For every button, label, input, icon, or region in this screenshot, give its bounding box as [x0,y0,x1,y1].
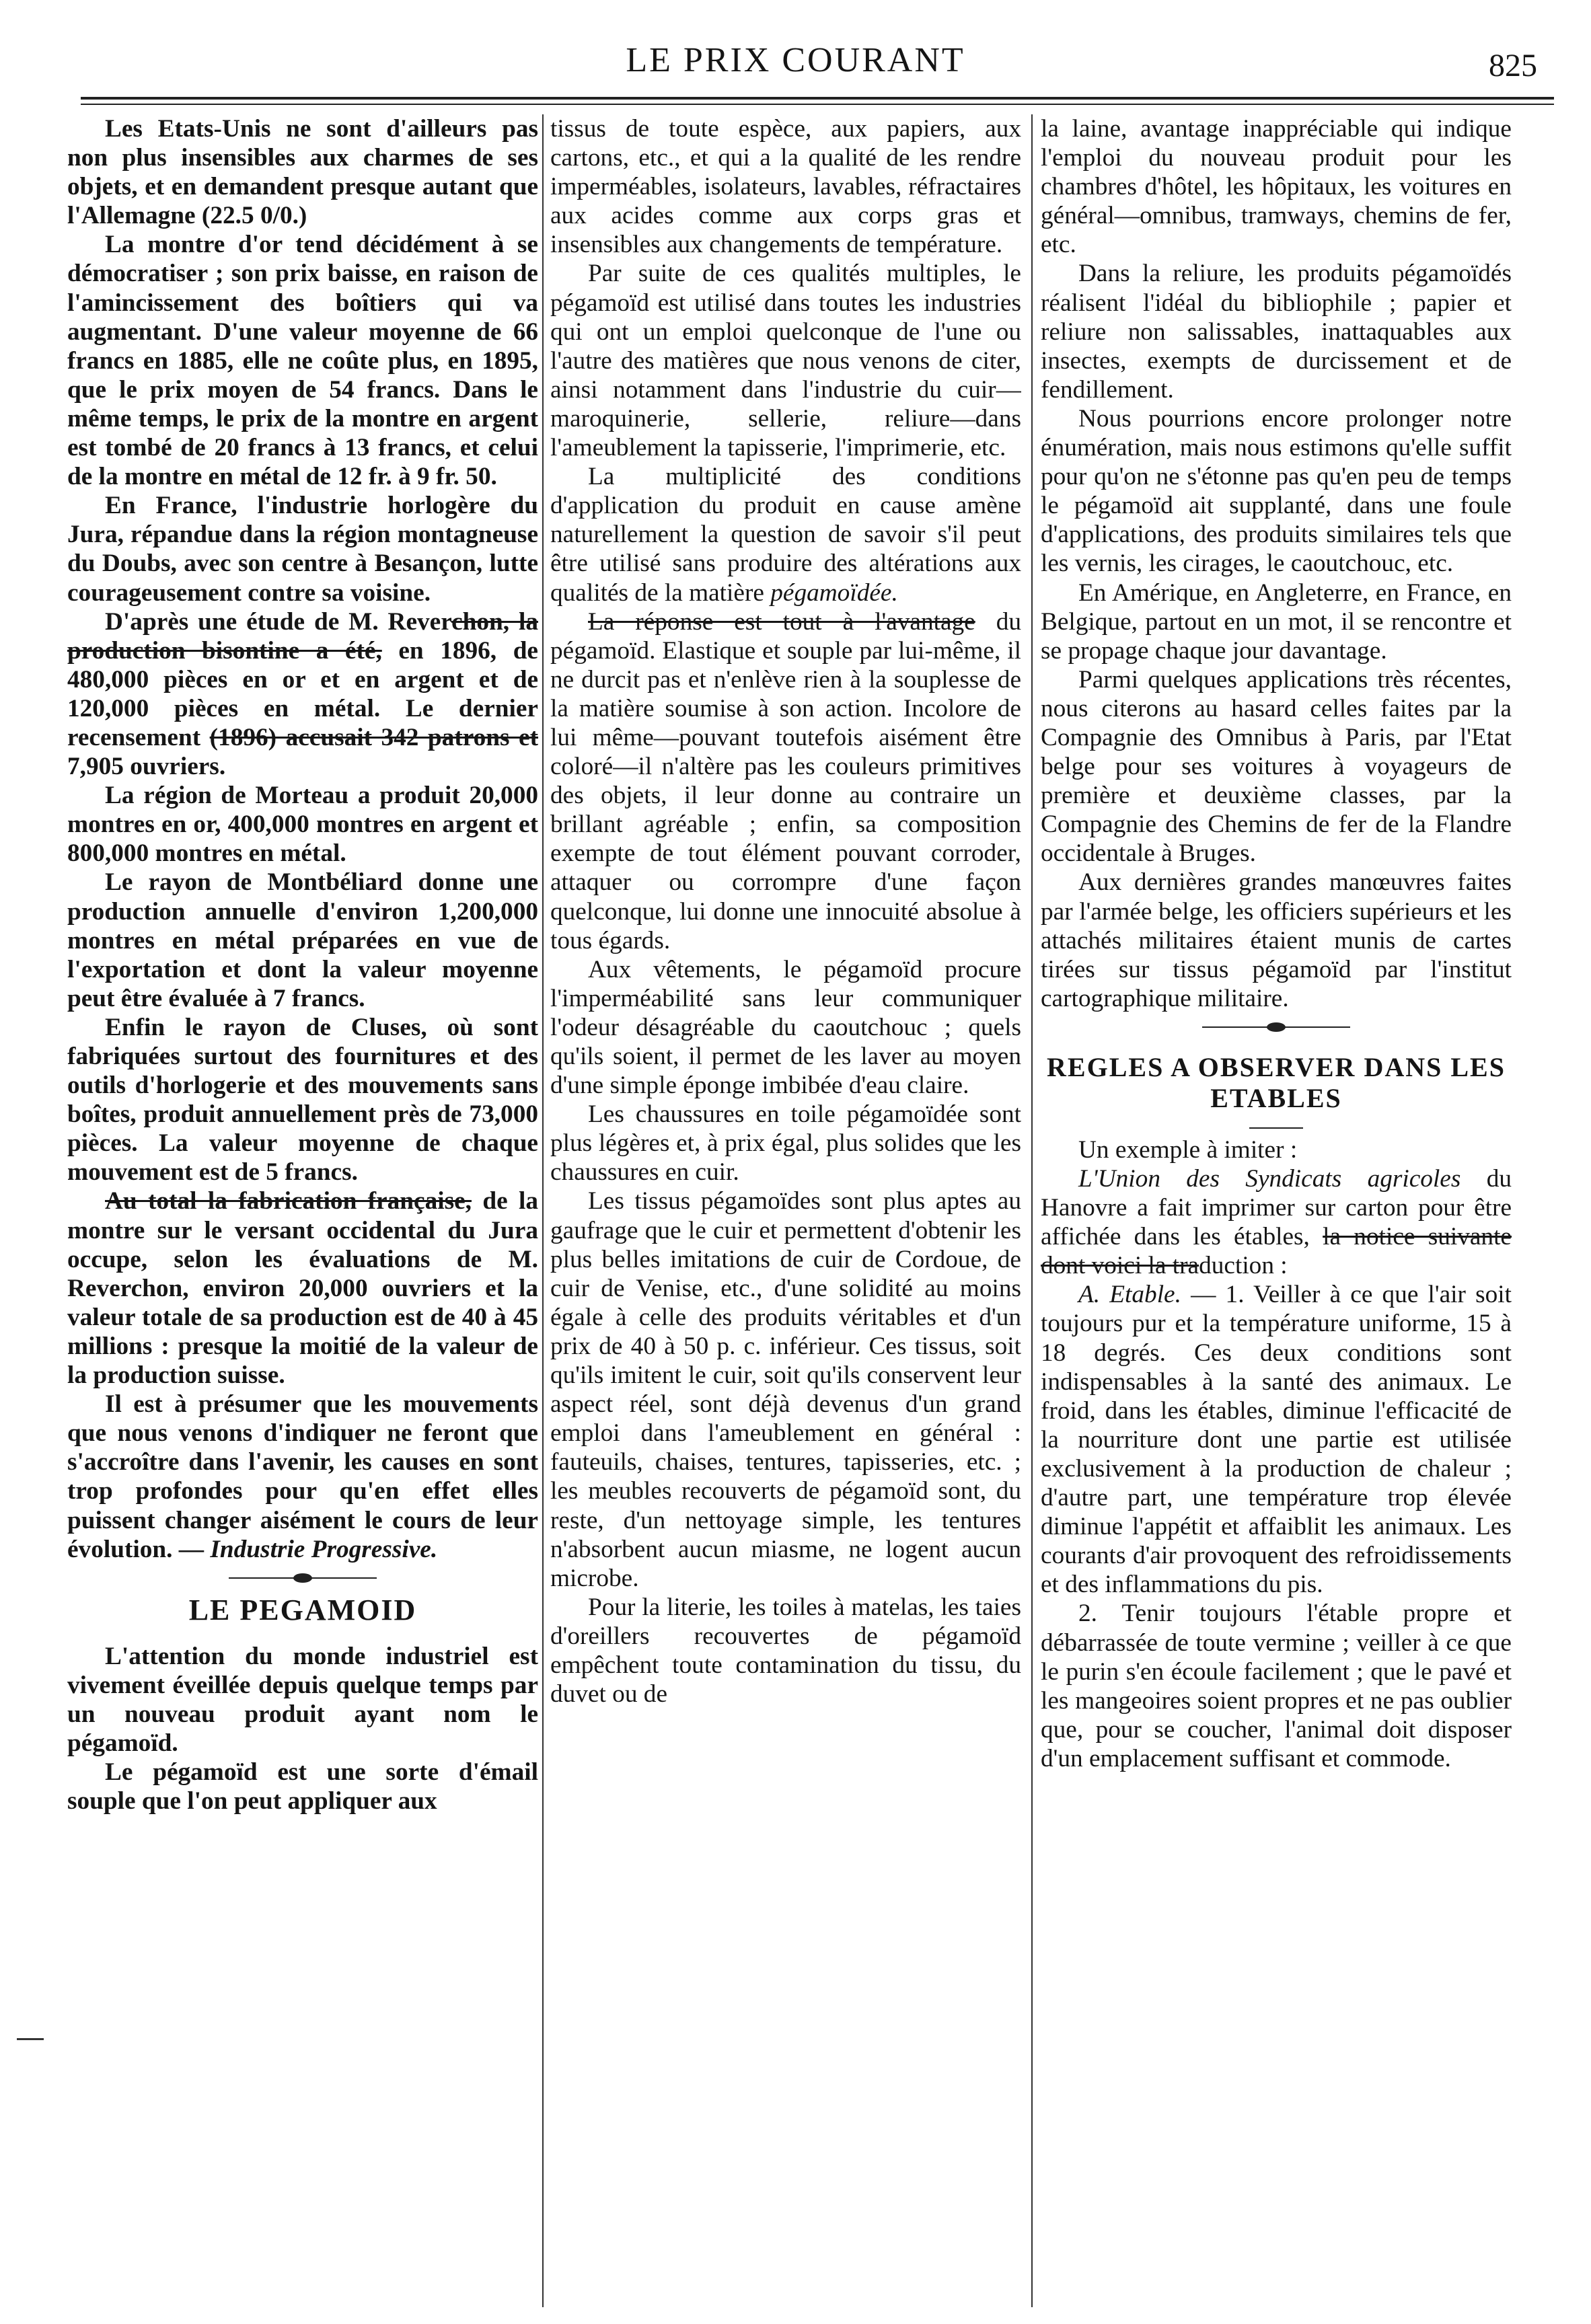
title-underline [1249,1127,1303,1129]
column-divider [1031,114,1033,2307]
struck-text: la notice suivante dont voici la tra [1041,1223,1512,1280]
text-run: en 1896, de 480,000 pièces en or et en argent et de 120,000 pièces en métal. Le dernier recensement [67,636,538,751]
header-rule [81,97,1554,100]
paragraph: Un exemple à imiter : [1078,1135,1298,1164]
paragraph: Pour la literie, les toiles à matelas, les taies d'oreillers recouvertes de pégamoïd empêchent toute contamination du tissu, du duvet ou de [550,1593,1021,1709]
paragraph: Les chaussures en toile pégamoïdée sont plus légères et, à prix égal, plus solides que les chaussures en cuir. [550,1100,1021,1187]
italic-term: pégamoïdée. [770,578,898,607]
paragraph: Enfin le rayon de Cluses, où sont fabriquées surtout des fournitures et des outils d'horlogerie et des mouvements sans boîtes, produit annuellement près de 73,000 pièces. La valeur moyenne de chaque mouvement est de 5 francs. [67,1013,538,1187]
paragraph [550,462,1021,607]
text-run: Il est à présumer que les mouvements que nous venons d'indiquer ne feront que s'accroître dans l'avenir, les causes en sont trop profondes pour qu'en effet elles puissent changer aisément le cours de leur évolution. — [67,1390,538,1563]
margin-mark [17,2038,44,2040]
text-run: duction : [1199,1252,1288,1280]
text-run: — 1. Veiller à ce que l'air soit toujours pur et la température uniforme, 15 à 18 degrés. Ces deux conditions sont indispensables à la santé des animaux. Le froid, dans les étables, diminue l'efficacité de la nourriture dont une partie est utilisée exclusivement à la production de chaleur ; d'autre part, une température trop élevée diminue l'appétit et affaiblit les animaux. Les courants d'air provoquent des refroidissements et des inflammations du pis. [1041,1281,1512,1599]
paragraph [67,607,538,782]
paragraph: tissus de toute espèce, aux papiers, aux cartons, etc., et qui a la qualité de les rendre imperméables, isolateurs, lavables, réfractaires aux acides comme aux corps gras et insensibles aux changements de température. [550,115,1021,259]
text-run: de la montre sur le versant occidental du Jura occupe, selon les évaluations de M. Reverchon, environ 20,000 ouvriers et la valeur totale de sa production est de 40 à 45 millions : presque la moitié de la valeur de la production suisse. [67,1187,538,1390]
paragraph: Nous pourrions encore prolonger notre énumération, mais nous estimons qu'elle suffit pour qu'on ne s'étonne pas qu'en peu de temps le pégamoïd ait supplanté, dans une foule d'applications, des produits similaires tels que les vernis, les cirages, le caoutchouc, etc. [1041,404,1512,578]
text-run: La multiplicité des conditions d'application du produit en cause amène naturellement la question de savoir s'il peut être utilisé sans produire des altérations aux qualités de la matière [550,463,1021,607]
paragraph [67,1390,538,1564]
paragraph: 2. Tenir toujours l'étable propre et débarrassée de toute vermine ; veiller à ce que le purin s'en écoule facilement ; que le pavé et les mangeoires soient propres et ne pas oublier que, pour se coucher, l'animal doit disposer d'un emplacement suffisant et commode. [1041,1600,1512,1772]
text-run: 7,905 ouvriers. [67,753,226,781]
italic-term: A. Etable. [1078,1281,1181,1309]
section-title-pegamoid: LE PEGAMOID [188,1593,417,1626]
section-separator [229,1573,377,1583]
paragraph: Le pégamoïd est une sorte d'émail souple que l'on peut appliquer aux [67,1758,538,1815]
paragraph: Les tissus pégamoïdes sont plus aptes au gaufrage que le cuir et permettent d'obtenir les plus belles imitations de cuir de Cordoue, de cuir de Venise, etc., d'une solidité au moins égale à celle des produits véritables et d'un prix de 40 à 50 p. c. inférieur. Ces tissus, soit qu'ils imitent le cuir, soit qu'ils conservent leur aspect réel, sont déjà devenus d'un grand emploi dans l'ameublement en général : fauteuils, chaises, tentures, tapisseries, etc. ; les meubles recouverts de pégamoïd sont, du reste, d'un nettoyage simple, les tentures n'absorbent aucun miasme, ne logent aucun microbe. [550,1187,1021,1592]
header-rule-thin [81,104,1554,105]
paragraph: Aux dernières grandes manœuvres faites par l'armée belge, les officiers supérieurs et les attachés militaires étaient munis de cartes tirées sur tissus pégamoïd par l'institut cartographique militaire. [1041,868,1512,1012]
struck-text: Au total la fabrication française, [105,1187,472,1215]
paragraph: la laine, avantage inappréciable qui indique l'emploi du nouveau produit pour les chambres d'hôtel, les hôpitaux, les voitures en général—omnibus, tramways, chemins de fer, etc. [1041,115,1512,259]
paragraph: L'attention du monde industriel est vivement éveillée depuis quelque temps par un nouveau produit ayant nom le pégamoïd. [67,1642,538,1757]
paragraph: Par suite de ces qualités multiples, le pégamoïd est utilisé dans toutes les industries qui ont un emploi quelconque de l'une ou l'autre des matières que nous venons de citer, ainsi notamment dans l'industrie du cuir—maroquinerie, sellerie, reliure—dans l'ameublement la tapisserie, l'imprimerie, etc. [550,260,1021,462]
paragraph: Parmi quelques applications très récentes, nous citerons au hasard celles faites par la Compagnie des Omnibus à Paris, par l'Etat belge pour ses voitures à voyageurs de première et deuxième classes, par la Compagnie des Chemins de fer de la Flandre occidentale à Bruges. [1041,665,1512,868]
section-title-regles: REGLES A OBSERVER DANS LES ETABLES [1047,1051,1506,1113]
paragraph: En Amérique, en Angleterre, en France, en Belgique, partout en un mot, il se rencontre et se propage chaque jour davantage. [1041,578,1512,665]
struck-text: chon, la production bisontine a été, [67,607,538,665]
paragraph [1041,1280,1512,1599]
article-column-3 [1041,114,1512,2307]
page-header-title: LE PRIX COURANT [626,41,965,79]
paragraph: Aux vêtements, le pégamoïd procure l'imperméabilité sans leur communiquer l'odeur désagréable du caoutchouc ; quels qu'ils soient, il permet de les laver au moyen d'une simple éponge imbibée d'eau claire. [550,955,1021,1100]
page-number: 825 [1489,48,1537,83]
paragraph: Dans la reliure, les produits pégamoïdés réalisent l'idéal du bibliophile ; papier et reliure non salissables, inattaquables aux insectes, exempts de durcissement et de fendillement. [1041,260,1512,404]
text-run: du pégamoïd. Elastique et souple par lui-même, il ne durcit pas et n'enlève rien à la souplesse de la matière soumise à son action. Incolore de lui même—pouvant toutefois aisément être coloré—il n'altère pas les couleurs primitives des objets, il leur donne au contraire un brillant agréable ; enfin, sa composition exempte de tout élément pouvant corroder, attaquer ou corrompre d'une façon quelconque, lui donne une innocuité absolue à tous égards. [550,607,1021,954]
paragraph: Le rayon de Montbéliard donne une production annuelle d'environ 1,200,000 montres en métal préparées en vue de l'exportation et dont la valeur moyenne peut être évaluée à 7 francs. [67,868,538,1012]
paragraph: La région de Morteau a produit 20,000 montres en or, 400,000 montres en argent et 800,000 montres en métal. [67,782,538,868]
text-run: D'après une étude de M. Rever [105,607,452,636]
struck-text: La réponse est tout à l'avantage [588,607,975,636]
struck-text: (1896) accusait 342 patrons et [209,723,538,751]
italic-term: L'Union des Syndicats agricoles [1078,1165,1461,1193]
paragraph: Les Etats-Unis ne sont d'ailleurs pas non plus insensibles aux charmes de ses objets, et en demandent presque autant que l'Allemagne (22.5 0/0.) [67,115,538,230]
paragraph: En France, l'industrie horlogère du Jura, répandue dans la région montagneuse du Doubs, avec son centre à Besançon, lutte courageusement contre sa voisine. [67,492,538,607]
text-run: du Hanovre a fait imprimer sur carton pour être affichée dans les étables, [1041,1165,1512,1251]
paragraph: La montre d'or tend décidément à se démocratiser ; son prix baisse, en raison de l'amincissement des boîtiers qui va augmentant. D'une valeur moyenne de 66 francs en 1885, elle ne coûte plus, en 1895, que le prix moyen de 54 francs. Dans le même temps, le prix de la montre en argent est tombé de 20 francs à 13 francs, et celui de la montre en métal de 12 fr. à 9 fr. 50. [67,231,538,491]
paragraph [550,607,1021,955]
article-column-2 [550,114,1021,2307]
source-credit: Industrie Progressive. [210,1535,438,1563]
paragraph [67,1187,538,1390]
section-separator [1202,1022,1350,1032]
paragraph [1041,1164,1512,1280]
article-column-1 [67,114,538,2307]
column-divider [542,114,544,2307]
